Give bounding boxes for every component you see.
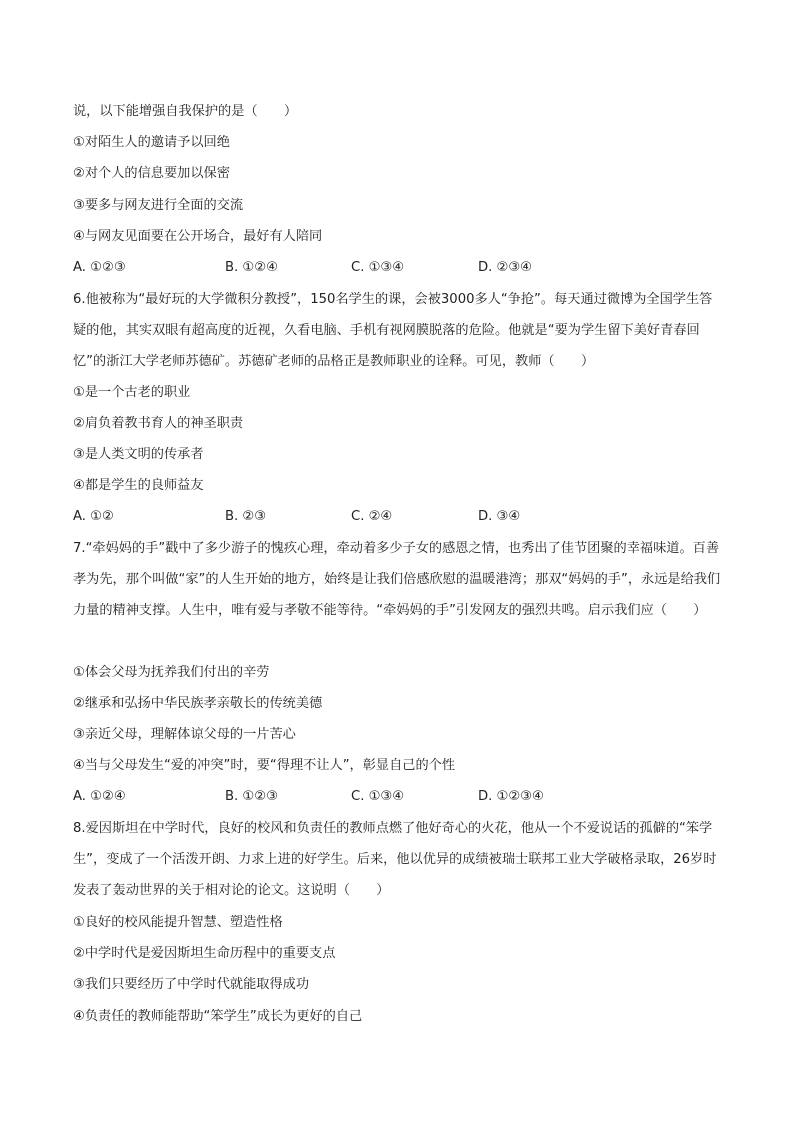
question-8-statement-2: ②中学时代是爱因斯坦生命历程中的重要支点: [73, 946, 336, 961]
question-7-option-a[interactable]: A. ①②④: [73, 789, 126, 804]
question-6-statement-3: ③是人类文明的传承者: [73, 447, 204, 462]
question-7-options: [73, 788, 723, 806]
question-5-statement-2: ②对个人的信息要加以保密: [73, 166, 230, 181]
question-6-option-a[interactable]: A. ①②: [73, 509, 114, 524]
question-5-stem-end: 说，以下能增强自我保护的是（ ）: [73, 104, 298, 119]
question-6-option-b[interactable]: B. ②③: [225, 509, 267, 524]
question-6-stem: 6.他被称为“最好玩的大学微积分教授”，150名学生的课，会被3000多人“争抢”。每天通过微博为全国学生答疑的他，其实双眼有超高度的近视，久看电脑、手机有视网膜脱落的危险。他就是“要为学生留下美好青春回忆”的浙江大学老师苏德矿。苏德矿老师的品格正是教师职业的诠释。可见，教师（ ）: [73, 292, 713, 369]
question-5-options: [73, 259, 723, 277]
question-5-statement-4: ④与网友见面要在公开场合，最好有人陪同: [73, 229, 323, 244]
question-8-statement-4: ④负责任的教师能帮助“笨学生”成长为更好的自己: [73, 1009, 363, 1024]
question-5-option-a[interactable]: A. ①②③: [73, 260, 126, 275]
question-7-statement-3: ③亲近父母，理解体谅父母的一片苦心: [73, 727, 296, 742]
question-6-option-d[interactable]: D. ③④: [478, 509, 521, 524]
question-6-statement-4: ④都是学生的良师益友: [73, 478, 204, 493]
question-6-options: [73, 508, 723, 526]
question-7-statement-1: ①体会父母为抚养我们付出的辛劳: [73, 665, 270, 680]
question-5-statement-1: ①对陌生人的邀请予以回绝: [73, 135, 230, 150]
question-7-option-d[interactable]: D. ①②③④: [478, 789, 544, 804]
question-5-option-c[interactable]: C. ①③④: [351, 260, 405, 275]
question-8-statement-3: ③我们只要经历了中学时代就能取得成功: [73, 977, 310, 992]
question-5-statement-3: ③要多与网友进行全面的交流: [73, 198, 244, 213]
question-8-statement-1: ①良好的校风能提升智慧、塑造性格: [73, 915, 283, 930]
question-8-stem: 8.爱因斯坦在中学时代，良好的校风和负责任的教师点燃了他好奇心的火花，他从一个不爱说话的孤僻的“笨学生”，变成了一个活泼开朗、力求上进的好学生。后来，他以优异的成绩被瑞士联邦工业大学破格录取，26岁时发表了轰动世界的关于相对论的论文。这说明（ ）: [73, 821, 717, 898]
question-6-option-c[interactable]: C. ②④: [351, 509, 393, 524]
question-7-option-b[interactable]: B. ①②③: [225, 789, 278, 804]
question-7-statement-2: ②继承和弘扬中华民族孝亲敬长的传统美德: [73, 696, 323, 711]
question-6-statement-1: ①是一个古老的职业: [73, 385, 191, 400]
question-7-statement-4: ④当与父母发生“爱的冲突”时，要“得理不让人”，彰显自己的个性: [73, 758, 456, 773]
question-7-stem: 7.“牵妈妈的手”戳中了多少游子的愧疚心理，牵动着多少子女的感恩之情，也秀出了佳节团聚的幸福味道。百善孝为先，那个叫做“家”的人生开始的地方，始终是让我们倍感欣慰的温暖港湾；那双“妈妈的手”，永远是给我们力量的精神支撑。人生中，唯有爱与孝敬不能等待。“牵妈妈的手”引发网友的强烈共鸣。启示我们应（ ）: [73, 541, 721, 618]
question-5-option-b[interactable]: B. ①②④: [225, 260, 278, 275]
question-6-statement-2: ②肩负着教书育人的神圣职责: [73, 416, 244, 431]
question-7-option-c[interactable]: C. ①③④: [351, 789, 405, 804]
question-5-option-d[interactable]: D. ②③④: [478, 260, 533, 275]
